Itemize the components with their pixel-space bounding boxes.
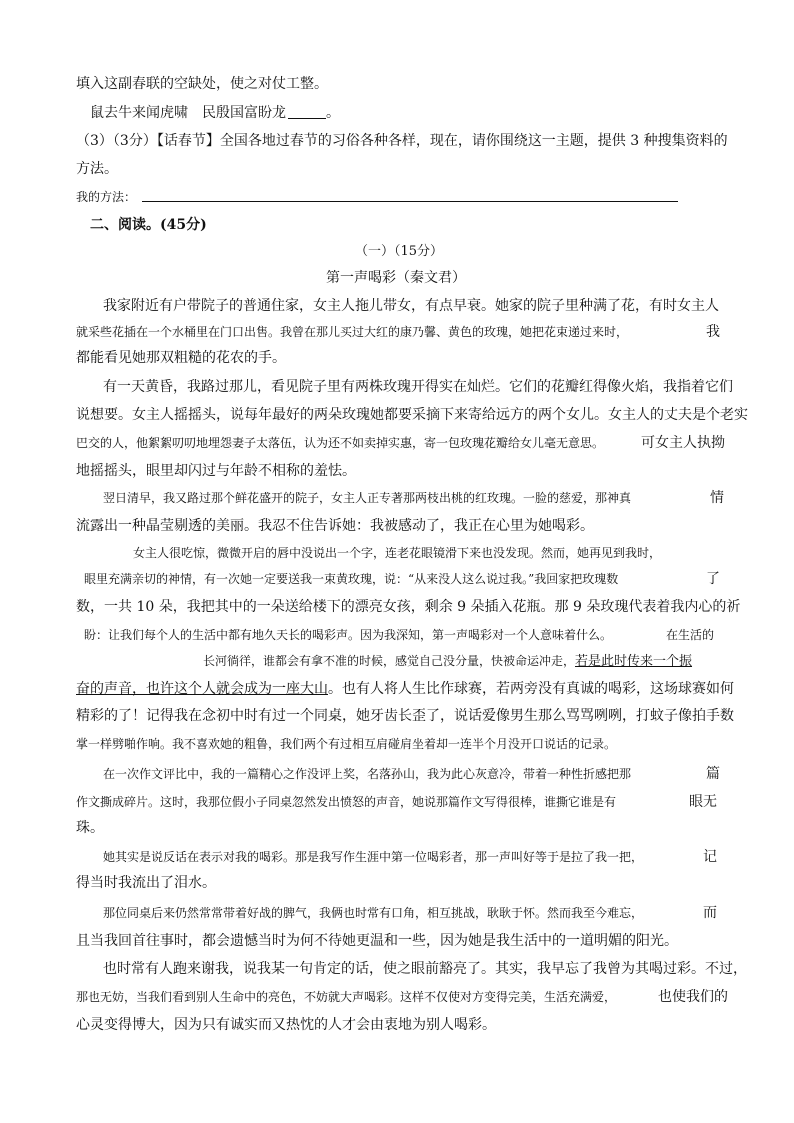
paragraph-line: 说想要。女主人摇摇头，说每年最好的两朵玫瑰她都要采摘下来寄给远方的两个女儿。女主人的丈夫是个老实 (76, 407, 748, 423)
paragraph-line: 且当我回首往事时，都会遗憾当时为何不待她更温和一些，因为她是我生活中的一道明媚的阳光。 (76, 933, 678, 949)
paragraph-line: 都能看见她那双粗糙的花农的手。 (76, 350, 286, 366)
question-3: （3）（3分）【话春节】全国各地过春节的习俗各种各样，现在，请你围绕这一主题，提供 3 种搜集资料的 (76, 133, 728, 149)
paragraph-text: 长河徜徉，谁都会有拿不准的时候，感觉自己没分量，快被命运冲走， (203, 654, 576, 668)
paragraph-line: 我 (706, 324, 720, 340)
underlined-sentence: 奋的声音，也许这个人就会成为一座大山 (76, 681, 328, 697)
paragraph-line: 眼无 (689, 794, 717, 810)
paragraph-line (76, 679, 734, 699)
paragraph-line (203, 651, 692, 672)
paragraph-line: 篇 (706, 766, 720, 782)
paragraph-line: 那也无妨，当我们看到别人生命中的亮色，不妨就大声喝彩。这样不仅使对方变得完美，生活充满爱， (76, 990, 617, 1004)
text-line: 方法。 (76, 161, 118, 177)
paragraph-line: 了 (706, 571, 720, 587)
paragraph-line: 心灵变得博大，因为只有诚实而又热忱的人才会由衷地为别人喝彩。 (76, 1017, 496, 1033)
paragraph-line: 也使我们的 (658, 989, 728, 1005)
paragraph-line: 数，一共 10 朵，我把其中的一朵送给楼下的漂亮女孩，剩余 9 朵插入花瓶。那 9 朵玫瑰代表着我内心的祈 (76, 599, 741, 615)
paragraph-line: 珠。 (76, 820, 104, 836)
paragraph-line: 掌一样劈啪作响。我不喜欢她的粗鲁，我们两个有过相互肩碰肩坐着却一连半个月没开口说话的记录。 (76, 737, 617, 751)
paragraph-line: 也时常有人跑来谢我，说我某一句肯定的话，使之眼前豁亮了。其实，我早忘了我曾为其喝过彩。不过， (103, 961, 747, 977)
subsection-heading: （一）（15分） (355, 244, 444, 259)
couplet-text: 鼠去牛来闻虎啸 民殷国富盼龙 (90, 105, 286, 121)
paragraph-line: 女主人很吃惊，微微开启的唇中没说出一个字，连老花眼镜滑下来也没发现。然而，她再见到我时， (133, 546, 662, 560)
text-line: 填入这副春联的空缺处，使之对仗工整。 (76, 76, 328, 92)
paragraph-line: 精彩的了！记得我在念初中时有过一个同桌，她牙齿长歪了，说话爱像男生那么骂骂咧咧，打蚊子像拍手数 (76, 708, 734, 724)
paragraph-line: 眼里充满亲切的神情，有一次她一定要送我一束黄玫瑰，说：“从来没人这么说过我。”我回家把玫瑰数 (84, 572, 619, 586)
underlined-sentence: 若是此时传来一个振 (575, 654, 693, 669)
paragraph-line: 盼：让我们每个人的生活中都有地久天长的喝彩声。因为我深知，第一声喝彩对一个人意味着什么。 (84, 628, 613, 642)
paragraph-line: 流露出一种晶莹剔透的美丽。我忍不住告诉她：我被感动了，我正在心里为她喝彩。 (76, 518, 594, 534)
paragraph-line: 有一天黄昏，我路过那儿，看见院子里有两株玫瑰开得实在灿烂。它们的花瓣红得像火焰，我指着它们 (103, 379, 733, 395)
paragraph-line: 可女主人执拗 (641, 435, 725, 451)
answer-blank[interactable] (288, 104, 326, 119)
couplet-end: 。 (326, 105, 340, 121)
answer-label: 我的方法： (76, 190, 137, 204)
paragraph-line: 那位同桌后来仍然常常带着好战的脾气，我俩也时常有口角，相互挑战，耿耿于怀。然而我至今难忘， (103, 906, 644, 920)
paragraph-line: 地摇摇头，眼里却闪过与年龄不相称的羞怯。 (76, 463, 356, 479)
paragraph-line: 作文撕成碎片。这时，我那位假小子同桌忽然发出愤怒的声音，她说那篇作文写得很棒，谁撕它谁是有 (76, 795, 617, 809)
paragraph-line: 记 (703, 849, 717, 865)
paragraph-line: 情 (710, 490, 724, 506)
paragraph-line: 她其实是说反话在表示对我的喝彩。那是我写作生涯中第一位喝彩者，那一声叫好等于是拉了我一把， (103, 850, 644, 864)
section-heading: 二、阅读。(45分) (90, 217, 207, 233)
paragraph-line: 巴交的人，他絮絮叨叨地埋怨妻子太落伍，认为还不如卖掉实惠，寄一包玫瑰花瓣给女儿毫无意思。 (76, 436, 605, 450)
paragraph-line: 我家附近有户带院子的普通住家，女主人拖儿带女，有点早衰。她家的院子里种满了花，有时女主人 (103, 298, 719, 314)
paragraph-line: 在一次作文评比中，我的一篇精心之作没评上奖，名落孙山，我为此心灰意冷，带着一种性折感把那 (103, 767, 632, 781)
paragraph-line: 翌日清早，我又路过那个鲜花盛开的院子，女主人正专著那两枝出桃的红玫瑰。一脸的慈爱，那神真 (103, 491, 632, 505)
paragraph-text: 。也有人将人生比作球赛，若两旁没有真诚的喝彩，这场球赛如何 (328, 681, 734, 697)
answer-line[interactable] (142, 201, 678, 202)
paragraph-line: 就采些花插在一个水桶里在门口出售。我曾在那儿买过大红的康乃馨、黄色的玫瑰，她把花束递过来时， (76, 325, 629, 339)
paragraph-line: 而 (703, 905, 717, 921)
paragraph-line: 在生活的 (666, 628, 715, 642)
couplet-line (90, 103, 340, 123)
article-title: 第一声喝彩（秦文君） (326, 270, 466, 286)
paragraph-line: 得当时我流出了泪水。 (76, 875, 216, 891)
